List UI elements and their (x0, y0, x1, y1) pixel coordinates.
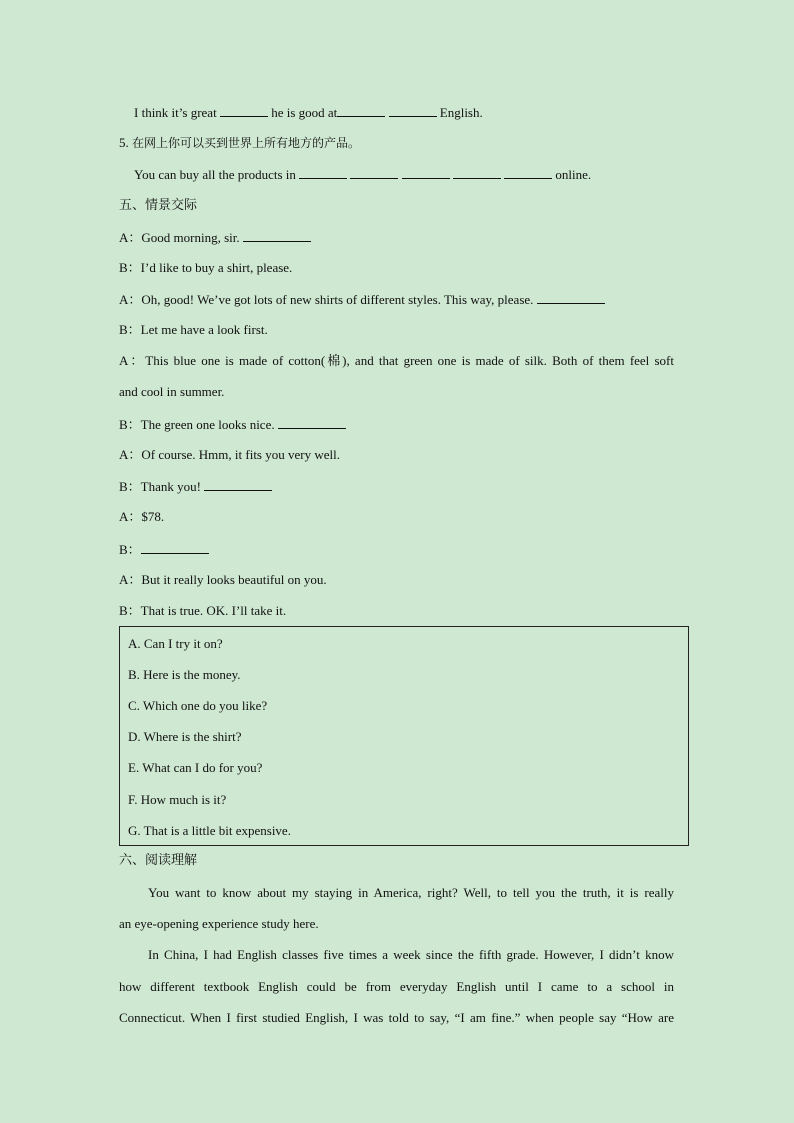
passage-line: You want to know about my staying in America, right? Well, to tell you the truth, it is really (148, 885, 674, 900)
speaker-label: B： (119, 260, 141, 275)
answer-blank[interactable] (278, 416, 346, 429)
answer-blank[interactable] (389, 104, 437, 117)
dialog-line (119, 509, 164, 525)
chinese-prompt: 在网上你可以买到世界上所有地方的产品。 (132, 136, 361, 150)
fill-sentence-4 (134, 104, 483, 121)
dialog-line (119, 384, 224, 400)
option-e: E. What can I do for you? (128, 760, 263, 775)
section-heading-5: 五、情景交际 (119, 198, 198, 213)
dialog-line (119, 229, 311, 246)
answer-blank[interactable] (537, 291, 605, 304)
dialog-line (119, 572, 327, 588)
option-b: B. Here is the money. (128, 667, 241, 682)
options-box (119, 626, 689, 846)
dialog-text: The green one looks nice. (140, 417, 275, 432)
speaker-label: B： (119, 542, 141, 557)
speaker-label: A： (119, 572, 142, 587)
answer-blank[interactable] (402, 166, 450, 179)
dialog-text: I’d like to buy a shirt, please. (140, 260, 293, 275)
sentence-text: he is good at (271, 105, 338, 120)
option-f: F. How much is it? (128, 792, 227, 807)
speaker-label: A： (119, 447, 142, 462)
answer-blank[interactable] (141, 541, 209, 554)
answer-blank[interactable] (204, 478, 272, 491)
dialog-text: Good morning, sir. (141, 230, 240, 245)
sentence-text: I think it’s great (134, 105, 217, 120)
dialog-text: But it really looks beautiful on you. (141, 572, 327, 587)
option-a: A. Can I try it on? (128, 636, 223, 651)
passage-line: Connecticut. When I first studied English, I was told to say, “I am fine.” when people say “How are (119, 1010, 674, 1025)
passage-line: an eye-opening experience study here. (119, 916, 319, 931)
speaker-label: B： (119, 417, 141, 432)
section-heading-6: 六、阅读理解 (119, 853, 198, 868)
sentence-text: You can buy all the products in (134, 167, 296, 182)
dialog-text: Of course. Hmm, it fits you very well. (141, 447, 340, 462)
speaker-label: B： (119, 479, 141, 494)
sentence-text: online. (555, 167, 592, 182)
speaker-label: B： (119, 603, 141, 618)
speaker-label: A： (119, 353, 146, 368)
dialog-line (119, 322, 268, 338)
answer-blank[interactable] (350, 166, 398, 179)
passage-line: In China, I had English classes five times a week since the fifth grade. However, I didn’t know (148, 947, 674, 962)
dialog-text: That is true. OK. I’ll take it. (140, 603, 287, 618)
answer-blank[interactable] (220, 104, 268, 117)
speaker-label: A： (119, 509, 142, 524)
passage-line: how different textbook English could be from everyday English until I came to a school in (119, 979, 674, 994)
dialog-line (119, 416, 346, 433)
answer-blank[interactable] (453, 166, 501, 179)
option-g: G. That is a little bit expensive. (128, 823, 291, 838)
dialog-line (119, 447, 340, 463)
question-number: 5. (119, 135, 129, 150)
speaker-label: A： (119, 230, 142, 245)
dialog-text: This blue one is made of cotton(棉), and that green one is made of silk. Both of them feel soft (145, 353, 674, 368)
dialog-text: and cool in summer. (119, 384, 225, 399)
option-d: D. Where is the shirt? (128, 729, 242, 744)
dialog-line (119, 478, 272, 495)
speaker-label: B： (119, 322, 141, 337)
answer-blank[interactable] (337, 104, 385, 117)
dialog-line (119, 260, 292, 276)
dialog-text: Thank you! (140, 479, 201, 494)
option-c: C. Which one do you like? (128, 698, 268, 713)
dialog-text: $78. (141, 509, 165, 524)
dialog-text: Oh, good! We’ve got lots of new shirts of different styles. This way, please. (141, 292, 534, 307)
speaker-label: A： (119, 292, 142, 307)
question-5-english (134, 166, 591, 183)
answer-blank[interactable] (243, 229, 311, 242)
answer-blank[interactable] (504, 166, 552, 179)
dialog-line (119, 541, 209, 558)
question-5-chinese (119, 135, 360, 151)
dialog-line (119, 291, 605, 308)
dialog-line (119, 353, 674, 369)
dialog-text: Let me have a look first. (140, 322, 268, 337)
answer-blank[interactable] (299, 166, 347, 179)
dialog-line (119, 603, 286, 619)
sentence-text: English. (439, 105, 483, 120)
